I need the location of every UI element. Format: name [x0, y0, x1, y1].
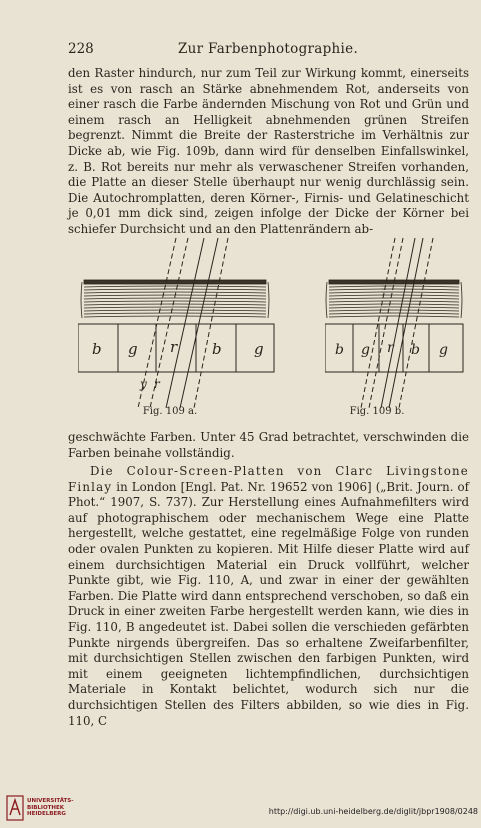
source-url-link[interactable]: http://digi.ub.uni-heidelberg.de/diglit/jbpr1908/0248	[268, 807, 478, 816]
cell-label-b1: b	[92, 340, 102, 358]
ray-label-r: r	[154, 377, 160, 391]
logo-line-2: BIBLIOTHEK	[27, 804, 65, 811]
cell-label-r-b: r	[387, 340, 394, 356]
grain-layer-stack-b	[326, 280, 462, 318]
library-logo-icon	[6, 795, 24, 821]
paragraph-2: geschwächte Farben. Unter 45 Grad betrachtet, verschwinden die Farben beinahe vollständig.	[68, 430, 469, 460]
cell-label-b2: b	[212, 340, 222, 358]
ray-label-y: y	[140, 377, 147, 391]
page-number: 228	[68, 41, 94, 57]
cell-label-b2-b: b	[411, 342, 420, 358]
cell-label-r: r	[170, 338, 178, 356]
cell-label-g1: g	[128, 340, 138, 358]
cell-label-b1-b: b	[335, 342, 344, 358]
logo-line-3: HEIDELBERG	[27, 811, 66, 817]
light-rays-b	[361, 238, 433, 408]
figure-109b	[325, 232, 465, 422]
cell-label-g1-b: g	[361, 342, 370, 358]
running-title: Zur Farbenphotographie.	[177, 41, 359, 57]
library-logo-text	[27, 798, 74, 818]
paragraph-3-body: in London [Engl. Pat. Nr. 19652 von 1906] („Brit. Journ. of Phot.“ 1907, S. 737). Zur Herstellung eines Aufnahmefilters wird auf photographischem oder mechanischem Wege eine Platte hergestellt, welche gestattet, eine regelmäßige Folge von runden oder ovalen Punkten zu kopieren. Mit Hilfe dieser Platte wird auf einem durchsichtigen Material ein Druck vollführt, welcher Punkte gibt, wie Fig. 110, A, und zwar in einer der gewählten Farben. Die Platte wird dann entsprechend verschoben, so daß ein Druck in einer zweiten Farbe hergestellt werden kann, wie dies in Fig. 110, B angedeutet ist. Dabei sollen die verschieden gefärbten Punkte nirgends übergreifen. Das so erhaltene Zweifarbenfilter, mit durchsichtigen Stellen zwischen den farbigen Punkten, wird mit einem geeigneten lichtempfindlichen, durchsichtigen Materiale in Kontakt belichtet, wodurch sich nur die durchsichtigen Stellen des Filters abbilden, so wie dies in Fig. 110, C	[68, 479, 469, 728]
paragraph-3-heading: Die Colour-Screen-Platten von Clarc Livingstone Finlay	[68, 464, 469, 494]
logo-line-1: UNIVERSITÄTS-	[27, 798, 74, 804]
caption-fig-109b: Fig. 109 b.	[349, 406, 405, 417]
footer	[0, 795, 481, 828]
paragraph-1: den Raster hindurch, nur zum Teil zur Wirkung kommt, einerseits ist es von rasch an Stärke abnehmendem Rot, anderseits von einer rasch die Farbe ändernden Mischung von Rot und Grün und einem rasch an Helligkeit abnehmenden grünen Streifen begrenzt. Nimmt die Breite der Rasterstriche im Verhältnis zur Dicke ab, wie Fig. 109b, dann wird für denselben Einfallswinkel, z. B. Rot bereits nur mehr als verwaschener Streifen vorhanden, die Platte an dieser Stelle überhaupt nur wenig durchlässig sein. Die Autochromplatten, deren Körner-, Firnis- und Gelatineschicht je 0,01 mm dick sind, zeigen infolge der Dicke der Körner bei schiefer Durchsicht und an den Plattenrändern ab-	[68, 66, 469, 236]
cell-label-g2: g	[254, 340, 264, 358]
cell-label-g2-b: g	[439, 342, 448, 358]
grain-layer-stack	[81, 280, 269, 318]
figure-109a	[78, 232, 278, 422]
paragraph-3	[68, 464, 469, 729]
caption-fig-109a: Fig. 109 a.	[142, 406, 198, 417]
light-rays	[138, 238, 228, 408]
running-header	[68, 41, 468, 59]
